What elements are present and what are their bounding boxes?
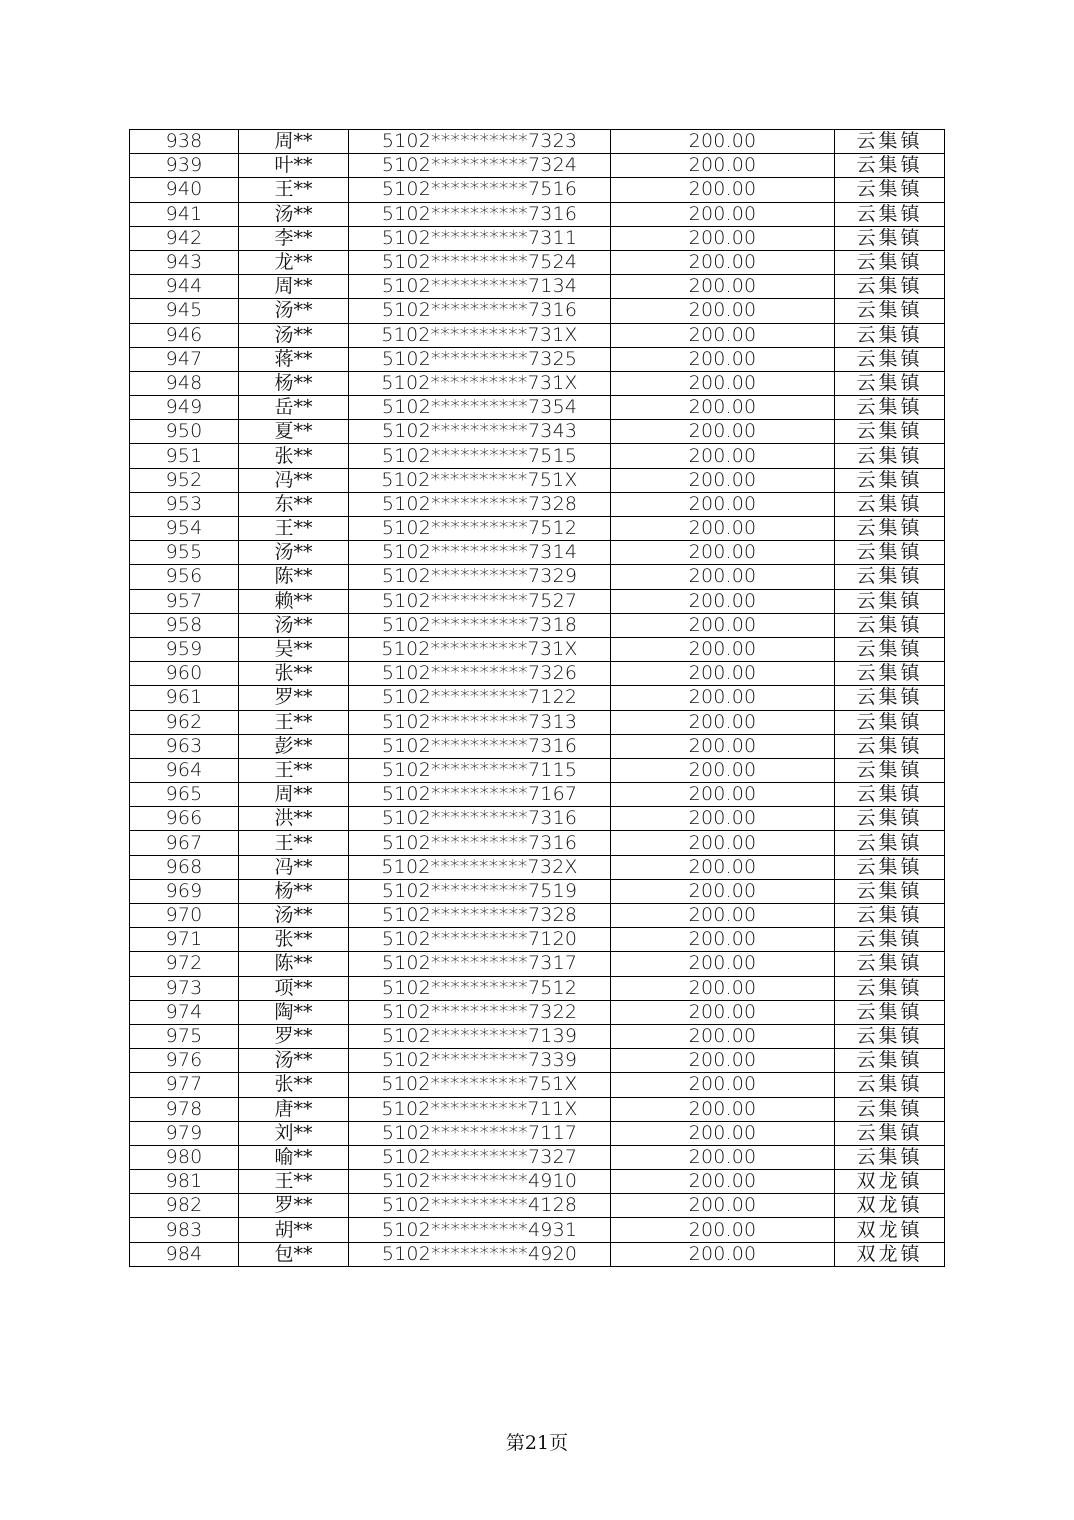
masked-id-number-cell: 5102**********7120 <box>349 928 611 952</box>
table-row <box>130 226 945 250</box>
masked-id-number-cell: 5102**********4128 <box>349 1194 611 1218</box>
table-row <box>130 1024 945 1048</box>
subsidy-amount-cell: 200.00 <box>611 976 835 1000</box>
masked-id-number-cell: 5102**********7313 <box>349 710 611 734</box>
subsidy-amount-cell: 200.00 <box>611 734 835 758</box>
row-number-cell: 941 <box>130 202 239 226</box>
masked-id-number-cell: 5102**********7524 <box>349 250 611 274</box>
town-cell: 双龙镇 <box>835 1242 945 1266</box>
masked-id-number-cell: 5102**********4931 <box>349 1218 611 1242</box>
subsidy-amount-cell: 200.00 <box>611 952 835 976</box>
masked-id-number-cell: 5102**********7329 <box>349 565 611 589</box>
masked-id-number-cell: 5102**********7354 <box>349 396 611 420</box>
row-number-cell: 982 <box>130 1194 239 1218</box>
row-number-cell: 962 <box>130 710 239 734</box>
masked-id-number-cell: 5102**********711X <box>349 1097 611 1121</box>
masked-id-number-cell: 5102**********7322 <box>349 1000 611 1024</box>
masked-name-cell: 周** <box>239 783 349 807</box>
masked-name-cell: 唐** <box>239 1097 349 1121</box>
table-row <box>130 275 945 299</box>
row-number-cell: 945 <box>130 299 239 323</box>
masked-name-cell: 罗** <box>239 1024 349 1048</box>
masked-name-cell: 李** <box>239 226 349 250</box>
masked-name-cell: 汤** <box>239 323 349 347</box>
town-cell: 云集镇 <box>835 154 945 178</box>
row-number-cell: 967 <box>130 831 239 855</box>
town-cell: 云集镇 <box>835 1145 945 1169</box>
town-cell: 云集镇 <box>835 299 945 323</box>
subsidy-amount-cell: 200.00 <box>611 807 835 831</box>
subsidy-amount-cell: 200.00 <box>611 589 835 613</box>
row-number-cell: 949 <box>130 396 239 420</box>
table-row <box>130 1194 945 1218</box>
masked-id-number-cell: 5102**********7325 <box>349 347 611 371</box>
town-cell: 云集镇 <box>835 1024 945 1048</box>
masked-name-cell: 周** <box>239 275 349 299</box>
subsidy-amount-cell: 200.00 <box>611 831 835 855</box>
masked-id-number-cell: 5102**********7134 <box>349 275 611 299</box>
masked-name-cell: 周** <box>239 130 349 154</box>
masked-id-number-cell: 5102**********7527 <box>349 589 611 613</box>
table-row <box>130 541 945 565</box>
subsidy-amount-cell: 200.00 <box>611 565 835 589</box>
town-cell: 云集镇 <box>835 1049 945 1073</box>
masked-name-cell: 张** <box>239 662 349 686</box>
masked-id-number-cell: 5102**********7515 <box>349 444 611 468</box>
row-number-cell: 940 <box>130 178 239 202</box>
table-row <box>130 613 945 637</box>
masked-name-cell: 冯** <box>239 468 349 492</box>
masked-id-number-cell: 5102**********7122 <box>349 686 611 710</box>
row-number-cell: 968 <box>130 855 239 879</box>
masked-id-number-cell: 5102**********7317 <box>349 952 611 976</box>
masked-name-cell: 陶** <box>239 1000 349 1024</box>
town-cell: 云集镇 <box>835 589 945 613</box>
masked-name-cell: 王** <box>239 1170 349 1194</box>
subsidy-amount-cell: 200.00 <box>611 420 835 444</box>
masked-id-number-cell: 5102**********731X <box>349 371 611 395</box>
town-cell: 云集镇 <box>835 492 945 516</box>
roster-table-body <box>130 130 945 1267</box>
town-cell: 云集镇 <box>835 1097 945 1121</box>
row-number-cell: 944 <box>130 275 239 299</box>
town-cell: 云集镇 <box>835 371 945 395</box>
masked-id-number-cell: 5102**********7139 <box>349 1024 611 1048</box>
masked-id-number-cell: 5102**********7326 <box>349 662 611 686</box>
masked-name-cell: 王** <box>239 710 349 734</box>
masked-name-cell: 喻** <box>239 1145 349 1169</box>
table-row <box>130 952 945 976</box>
masked-name-cell: 洪** <box>239 807 349 831</box>
masked-id-number-cell: 5102**********4920 <box>349 1242 611 1266</box>
masked-id-number-cell: 5102**********7328 <box>349 492 611 516</box>
masked-name-cell: 罗** <box>239 1194 349 1218</box>
table-row <box>130 879 945 903</box>
masked-name-cell: 吴** <box>239 637 349 661</box>
town-cell: 云集镇 <box>835 226 945 250</box>
table-row <box>130 492 945 516</box>
row-number-cell: 971 <box>130 928 239 952</box>
masked-id-number-cell: 5102**********7323 <box>349 130 611 154</box>
table-row <box>130 1170 945 1194</box>
masked-id-number-cell: 5102**********7311 <box>349 226 611 250</box>
masked-id-number-cell: 5102**********7318 <box>349 613 611 637</box>
subsidy-amount-cell: 200.00 <box>611 855 835 879</box>
town-cell: 云集镇 <box>835 178 945 202</box>
masked-name-cell: 叶** <box>239 154 349 178</box>
table-row <box>130 710 945 734</box>
row-number-cell: 972 <box>130 952 239 976</box>
town-cell: 云集镇 <box>835 517 945 541</box>
masked-name-cell: 包** <box>239 1242 349 1266</box>
masked-id-number-cell: 5102**********7512 <box>349 976 611 1000</box>
row-number-cell: 939 <box>130 154 239 178</box>
subsidy-roster-table <box>129 129 945 1267</box>
table-row <box>130 444 945 468</box>
subsidy-amount-cell: 200.00 <box>611 710 835 734</box>
row-number-cell: 938 <box>130 130 239 154</box>
subsidy-amount-cell: 200.00 <box>611 686 835 710</box>
row-number-cell: 976 <box>130 1049 239 1073</box>
subsidy-amount-cell: 200.00 <box>611 879 835 903</box>
masked-id-number-cell: 5102**********7316 <box>349 831 611 855</box>
masked-name-cell: 蒋** <box>239 347 349 371</box>
masked-id-number-cell: 5102**********7316 <box>349 807 611 831</box>
town-cell: 云集镇 <box>835 734 945 758</box>
masked-name-cell: 彭** <box>239 734 349 758</box>
town-cell: 云集镇 <box>835 879 945 903</box>
subsidy-amount-cell: 200.00 <box>611 468 835 492</box>
town-cell: 云集镇 <box>835 565 945 589</box>
town-cell: 双龙镇 <box>835 1170 945 1194</box>
subsidy-amount-cell: 200.00 <box>611 637 835 661</box>
subsidy-amount-cell: 200.00 <box>611 1194 835 1218</box>
subsidy-amount-cell: 200.00 <box>611 299 835 323</box>
masked-id-number-cell: 5102**********4910 <box>349 1170 611 1194</box>
town-cell: 云集镇 <box>835 783 945 807</box>
masked-name-cell: 汤** <box>239 1049 349 1073</box>
subsidy-amount-cell: 200.00 <box>611 1242 835 1266</box>
town-cell: 云集镇 <box>835 347 945 371</box>
table-row <box>130 589 945 613</box>
row-number-cell: 947 <box>130 347 239 371</box>
town-cell: 云集镇 <box>835 710 945 734</box>
masked-id-number-cell: 5102**********732X <box>349 855 611 879</box>
row-number-cell: 983 <box>130 1218 239 1242</box>
masked-id-number-cell: 5102**********751X <box>349 468 611 492</box>
table-row <box>130 807 945 831</box>
row-number-cell: 961 <box>130 686 239 710</box>
subsidy-amount-cell: 200.00 <box>611 1073 835 1097</box>
town-cell: 云集镇 <box>835 1073 945 1097</box>
town-cell: 云集镇 <box>835 250 945 274</box>
masked-id-number-cell: 5102**********7339 <box>349 1049 611 1073</box>
row-number-cell: 948 <box>130 371 239 395</box>
table-row <box>130 250 945 274</box>
row-number-cell: 980 <box>130 1145 239 1169</box>
table-row <box>130 1000 945 1024</box>
table-row <box>130 1049 945 1073</box>
subsidy-amount-cell: 200.00 <box>611 1000 835 1024</box>
row-number-cell: 979 <box>130 1121 239 1145</box>
row-number-cell: 974 <box>130 1000 239 1024</box>
subsidy-amount-cell: 200.00 <box>611 371 835 395</box>
masked-name-cell: 夏** <box>239 420 349 444</box>
subsidy-amount-cell: 200.00 <box>611 202 835 226</box>
masked-id-number-cell: 5102**********7327 <box>349 1145 611 1169</box>
row-number-cell: 966 <box>130 807 239 831</box>
table-row <box>130 299 945 323</box>
town-cell: 云集镇 <box>835 976 945 1000</box>
row-number-cell: 969 <box>130 879 239 903</box>
masked-id-number-cell: 5102**********7117 <box>349 1121 611 1145</box>
masked-name-cell: 罗** <box>239 686 349 710</box>
subsidy-amount-cell: 200.00 <box>611 1145 835 1169</box>
masked-name-cell: 项** <box>239 976 349 1000</box>
subsidy-amount-cell: 200.00 <box>611 613 835 637</box>
masked-name-cell: 胡** <box>239 1218 349 1242</box>
row-number-cell: 960 <box>130 662 239 686</box>
row-number-cell: 965 <box>130 783 239 807</box>
row-number-cell: 977 <box>130 1073 239 1097</box>
town-cell: 双龙镇 <box>835 1218 945 1242</box>
row-number-cell: 970 <box>130 904 239 928</box>
masked-id-number-cell: 5102**********7316 <box>349 202 611 226</box>
town-cell: 云集镇 <box>835 468 945 492</box>
masked-id-number-cell: 5102**********731X <box>349 637 611 661</box>
table-row <box>130 202 945 226</box>
masked-name-cell: 王** <box>239 758 349 782</box>
row-number-cell: 955 <box>130 541 239 565</box>
masked-name-cell: 张** <box>239 1073 349 1097</box>
row-number-cell: 963 <box>130 734 239 758</box>
masked-name-cell: 汤** <box>239 541 349 565</box>
town-cell: 云集镇 <box>835 637 945 661</box>
subsidy-amount-cell: 200.00 <box>611 323 835 347</box>
subsidy-amount-cell: 200.00 <box>611 928 835 952</box>
table-row <box>130 831 945 855</box>
town-cell: 云集镇 <box>835 275 945 299</box>
table-row <box>130 468 945 492</box>
masked-id-number-cell: 5102**********7516 <box>349 178 611 202</box>
row-number-cell: 952 <box>130 468 239 492</box>
row-number-cell: 951 <box>130 444 239 468</box>
row-number-cell: 958 <box>130 613 239 637</box>
table-row <box>130 1145 945 1169</box>
town-cell: 云集镇 <box>835 952 945 976</box>
masked-name-cell: 王** <box>239 831 349 855</box>
masked-id-number-cell: 5102**********7316 <box>349 734 611 758</box>
subsidy-amount-cell: 200.00 <box>611 662 835 686</box>
table-row <box>130 396 945 420</box>
masked-id-number-cell: 5102**********7343 <box>349 420 611 444</box>
masked-name-cell: 汤** <box>239 904 349 928</box>
table-row <box>130 1073 945 1097</box>
town-cell: 云集镇 <box>835 662 945 686</box>
row-number-cell: 975 <box>130 1024 239 1048</box>
table-row <box>130 686 945 710</box>
masked-name-cell: 王** <box>239 517 349 541</box>
subsidy-amount-cell: 200.00 <box>611 275 835 299</box>
masked-name-cell: 陈** <box>239 952 349 976</box>
subsidy-amount-cell: 200.00 <box>611 250 835 274</box>
masked-name-cell: 王** <box>239 178 349 202</box>
masked-name-cell: 汤** <box>239 299 349 323</box>
masked-name-cell: 岳** <box>239 396 349 420</box>
subsidy-amount-cell: 200.00 <box>611 1097 835 1121</box>
subsidy-amount-cell: 200.00 <box>611 396 835 420</box>
masked-id-number-cell: 5102**********7167 <box>349 783 611 807</box>
row-number-cell: 942 <box>130 226 239 250</box>
row-number-cell: 959 <box>130 637 239 661</box>
town-cell: 云集镇 <box>835 758 945 782</box>
subsidy-amount-cell: 200.00 <box>611 1121 835 1145</box>
table-row <box>130 1242 945 1266</box>
subsidy-amount-cell: 200.00 <box>611 517 835 541</box>
table-row <box>130 662 945 686</box>
subsidy-amount-cell: 200.00 <box>611 1049 835 1073</box>
row-number-cell: 973 <box>130 976 239 1000</box>
masked-id-number-cell: 5102**********7115 <box>349 758 611 782</box>
masked-name-cell: 杨** <box>239 879 349 903</box>
subsidy-amount-cell: 200.00 <box>611 541 835 565</box>
town-cell: 云集镇 <box>835 831 945 855</box>
masked-id-number-cell: 5102**********7512 <box>349 517 611 541</box>
table-row <box>130 130 945 154</box>
town-cell: 云集镇 <box>835 1000 945 1024</box>
subsidy-amount-cell: 200.00 <box>611 347 835 371</box>
masked-id-number-cell: 5102**********7519 <box>349 879 611 903</box>
masked-id-number-cell: 5102**********731X <box>349 323 611 347</box>
town-cell: 云集镇 <box>835 202 945 226</box>
subsidy-amount-cell: 200.00 <box>611 1218 835 1242</box>
subsidy-amount-cell: 200.00 <box>611 226 835 250</box>
row-number-cell: 957 <box>130 589 239 613</box>
row-number-cell: 956 <box>130 565 239 589</box>
table-row <box>130 734 945 758</box>
masked-name-cell: 刘** <box>239 1121 349 1145</box>
masked-name-cell: 汤** <box>239 202 349 226</box>
subsidy-amount-cell: 200.00 <box>611 758 835 782</box>
subsidy-amount-cell: 200.00 <box>611 130 835 154</box>
table-row <box>130 178 945 202</box>
masked-id-number-cell: 5102**********751X <box>349 1073 611 1097</box>
table-row <box>130 855 945 879</box>
masked-name-cell: 张** <box>239 928 349 952</box>
subsidy-amount-cell: 200.00 <box>611 1170 835 1194</box>
table-row <box>130 976 945 1000</box>
town-cell: 云集镇 <box>835 686 945 710</box>
table-row <box>130 565 945 589</box>
subsidy-amount-cell: 200.00 <box>611 492 835 516</box>
town-cell: 云集镇 <box>835 420 945 444</box>
town-cell: 云集镇 <box>835 928 945 952</box>
row-number-cell: 984 <box>130 1242 239 1266</box>
masked-name-cell: 冯** <box>239 855 349 879</box>
town-cell: 云集镇 <box>835 613 945 637</box>
row-number-cell: 954 <box>130 517 239 541</box>
masked-id-number-cell: 5102**********7328 <box>349 904 611 928</box>
table-row <box>130 1121 945 1145</box>
table-row <box>130 928 945 952</box>
town-cell: 云集镇 <box>835 130 945 154</box>
table-row <box>130 637 945 661</box>
masked-name-cell: 赖** <box>239 589 349 613</box>
table-row <box>130 347 945 371</box>
town-cell: 云集镇 <box>835 444 945 468</box>
masked-name-cell: 汤** <box>239 613 349 637</box>
subsidy-amount-cell: 200.00 <box>611 783 835 807</box>
masked-name-cell: 张** <box>239 444 349 468</box>
masked-id-number-cell: 5102**********7314 <box>349 541 611 565</box>
row-number-cell: 943 <box>130 250 239 274</box>
subsidy-amount-cell: 200.00 <box>611 444 835 468</box>
table-row <box>130 323 945 347</box>
subsidy-amount-cell: 200.00 <box>611 178 835 202</box>
table-row <box>130 371 945 395</box>
table-row <box>130 154 945 178</box>
masked-name-cell: 陈** <box>239 565 349 589</box>
row-number-cell: 964 <box>130 758 239 782</box>
table-row <box>130 517 945 541</box>
town-cell: 云集镇 <box>835 323 945 347</box>
masked-id-number-cell: 5102**********7316 <box>349 299 611 323</box>
subsidy-amount-cell: 200.00 <box>611 154 835 178</box>
masked-name-cell: 龙** <box>239 250 349 274</box>
table-row <box>130 1218 945 1242</box>
row-number-cell: 978 <box>130 1097 239 1121</box>
town-cell: 云集镇 <box>835 904 945 928</box>
row-number-cell: 981 <box>130 1170 239 1194</box>
table-row <box>130 1097 945 1121</box>
subsidy-amount-cell: 200.00 <box>611 1024 835 1048</box>
table-row <box>130 783 945 807</box>
table-row <box>130 758 945 782</box>
table-row <box>130 420 945 444</box>
town-cell: 云集镇 <box>835 1121 945 1145</box>
row-number-cell: 946 <box>130 323 239 347</box>
masked-id-number-cell: 5102**********7324 <box>349 154 611 178</box>
town-cell: 云集镇 <box>835 855 945 879</box>
town-cell: 云集镇 <box>835 807 945 831</box>
subsidy-amount-cell: 200.00 <box>611 904 835 928</box>
page-number: 第21页 <box>505 1432 569 1454</box>
town-cell: 双龙镇 <box>835 1194 945 1218</box>
table-row <box>130 904 945 928</box>
masked-name-cell: 杨** <box>239 371 349 395</box>
town-cell: 云集镇 <box>835 541 945 565</box>
row-number-cell: 950 <box>130 420 239 444</box>
town-cell: 云集镇 <box>835 396 945 420</box>
masked-name-cell: 东** <box>239 492 349 516</box>
row-number-cell: 953 <box>130 492 239 516</box>
